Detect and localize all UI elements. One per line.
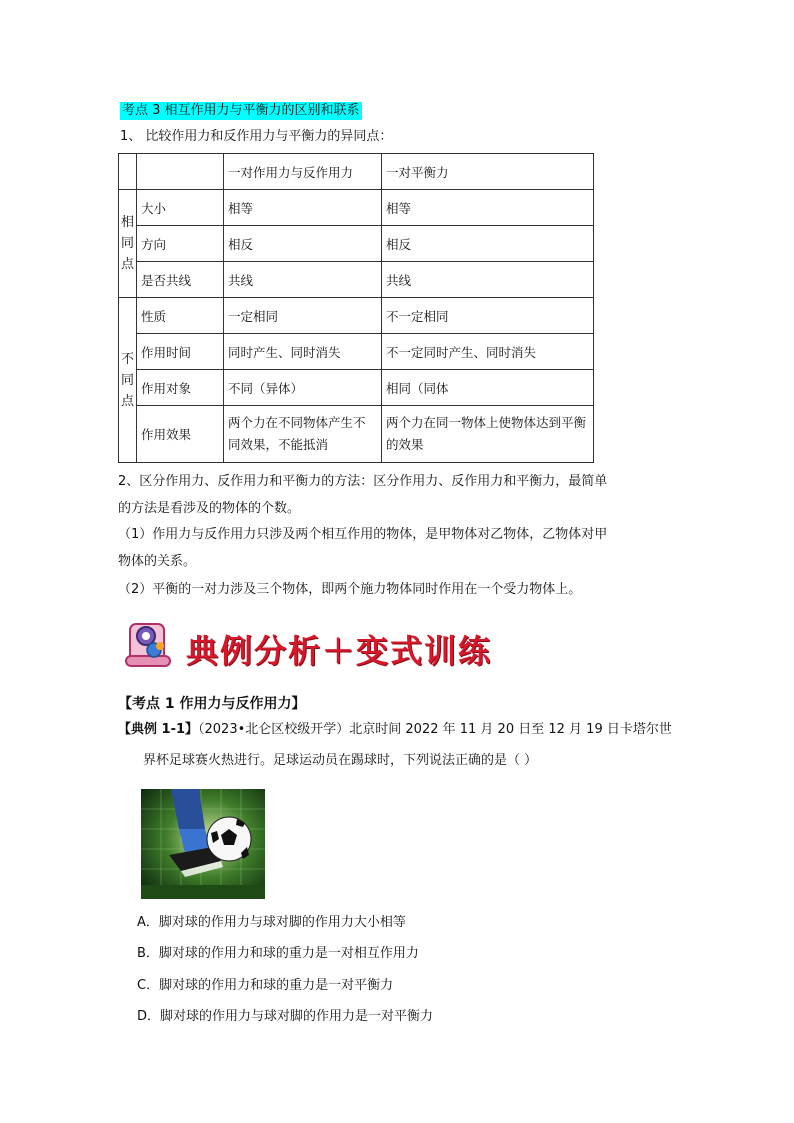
table-row <box>119 406 594 463</box>
table-cell: 是否共线 <box>137 262 224 298</box>
table-row <box>119 298 594 334</box>
scroll-eye-icon <box>124 620 176 670</box>
table-row <box>119 370 594 406</box>
table-cell: 共线 <box>224 262 382 298</box>
point-2-sub-2: （2）平衡的一对力涉及三个物体，即两个施力物体同时作用在一个受力物体上。 <box>118 582 582 597</box>
table-row <box>119 262 594 298</box>
table-cell <box>119 154 137 190</box>
table-row <box>119 190 594 226</box>
table-header-balanced: 一对平衡力 <box>382 154 594 190</box>
table-row <box>119 226 594 262</box>
example-line-1 <box>118 721 672 739</box>
table-cell: 两个力在不同物体产生不同效果，不能抵消 <box>224 406 382 463</box>
example-text-1: （2023•北仑区校级开学）北京时间 2022 年 11 月 20 日至 12 月 19 日卡塔尔世 <box>198 722 672 737</box>
table-cell: 相同（同体 <box>382 370 594 406</box>
table-cell: 同时产生、同时消失 <box>224 334 382 370</box>
section-heading-highlight: 考点 3 相互作用力与平衡力的区别和联系 <box>122 103 360 118</box>
table-header-row <box>119 154 594 190</box>
table-cell: 性质 <box>137 298 224 334</box>
table-cell: 不一定同时产生、同时消失 <box>382 334 594 370</box>
table-header-action-reaction: 一对作用力与反作用力 <box>224 154 382 190</box>
table-cell: 大小 <box>137 190 224 226</box>
table-cell: 不一定相同 <box>382 298 594 334</box>
table-cell: 不同（异体） <box>224 370 382 406</box>
group-same-label: 相同点 <box>120 215 134 272</box>
table-cell: 相等 <box>224 190 382 226</box>
group-diff-label: 不同点 <box>120 351 134 409</box>
banner-title: 典例分析＋变式训练 <box>186 632 493 670</box>
section-banner <box>124 620 493 670</box>
option-b: B．脚对球的作用力和球的重力是一对相互作用力 <box>137 946 419 961</box>
point-1: 1、 比较作用力和反作用力与平衡力的异同点： <box>120 129 393 144</box>
table-cell: 相反 <box>382 226 594 262</box>
table-cell: 共线 <box>382 262 594 298</box>
table-cell: 一定相同 <box>224 298 382 334</box>
table-cell: 作用对象 <box>137 370 224 406</box>
point-2-sub-1: （1）作用力与反作用力只涉及两个相互作用的物体，是甲物体对乙物体，乙物体对甲物体的关系。 <box>118 527 608 569</box>
table-cell: 两个力在同一物体上使物体达到平衡的效果 <box>382 406 594 463</box>
group-same-cell <box>119 190 137 298</box>
kaodian-1-heading: 【考点 1 作用力与反作用力】 <box>118 696 306 712</box>
comparison-table <box>118 153 594 463</box>
option-c: C．脚对球的作用力和球的重力是一对平衡力 <box>137 978 394 993</box>
table-cell <box>137 154 224 190</box>
example-line-2: 界杯足球赛火热进行。足球运动员在踢球时，下列说法正确的是（ ） <box>143 753 538 768</box>
option-d: D．脚对球的作用力与球对脚的作用力是一对平衡力 <box>137 1009 434 1024</box>
table-cell: 方向 <box>137 226 224 262</box>
soccer-photo <box>141 789 265 899</box>
table-cell: 作用效果 <box>137 406 224 463</box>
group-diff-cell <box>119 298 137 463</box>
table-cell: 作用时间 <box>137 334 224 370</box>
option-a: A．脚对球的作用力与球对脚的作用力大小相等 <box>137 915 406 930</box>
table-cell: 相反 <box>224 226 382 262</box>
point-2: 2、区分作用力、反作用力和平衡力的方法：区分作用力、反作用力和平衡力，最简单的方法是看涉及的物体的个数。 <box>118 474 608 516</box>
table-cell: 相等 <box>382 190 594 226</box>
table-row <box>119 334 594 370</box>
example-label: 【典例 1-1】 <box>118 722 199 737</box>
